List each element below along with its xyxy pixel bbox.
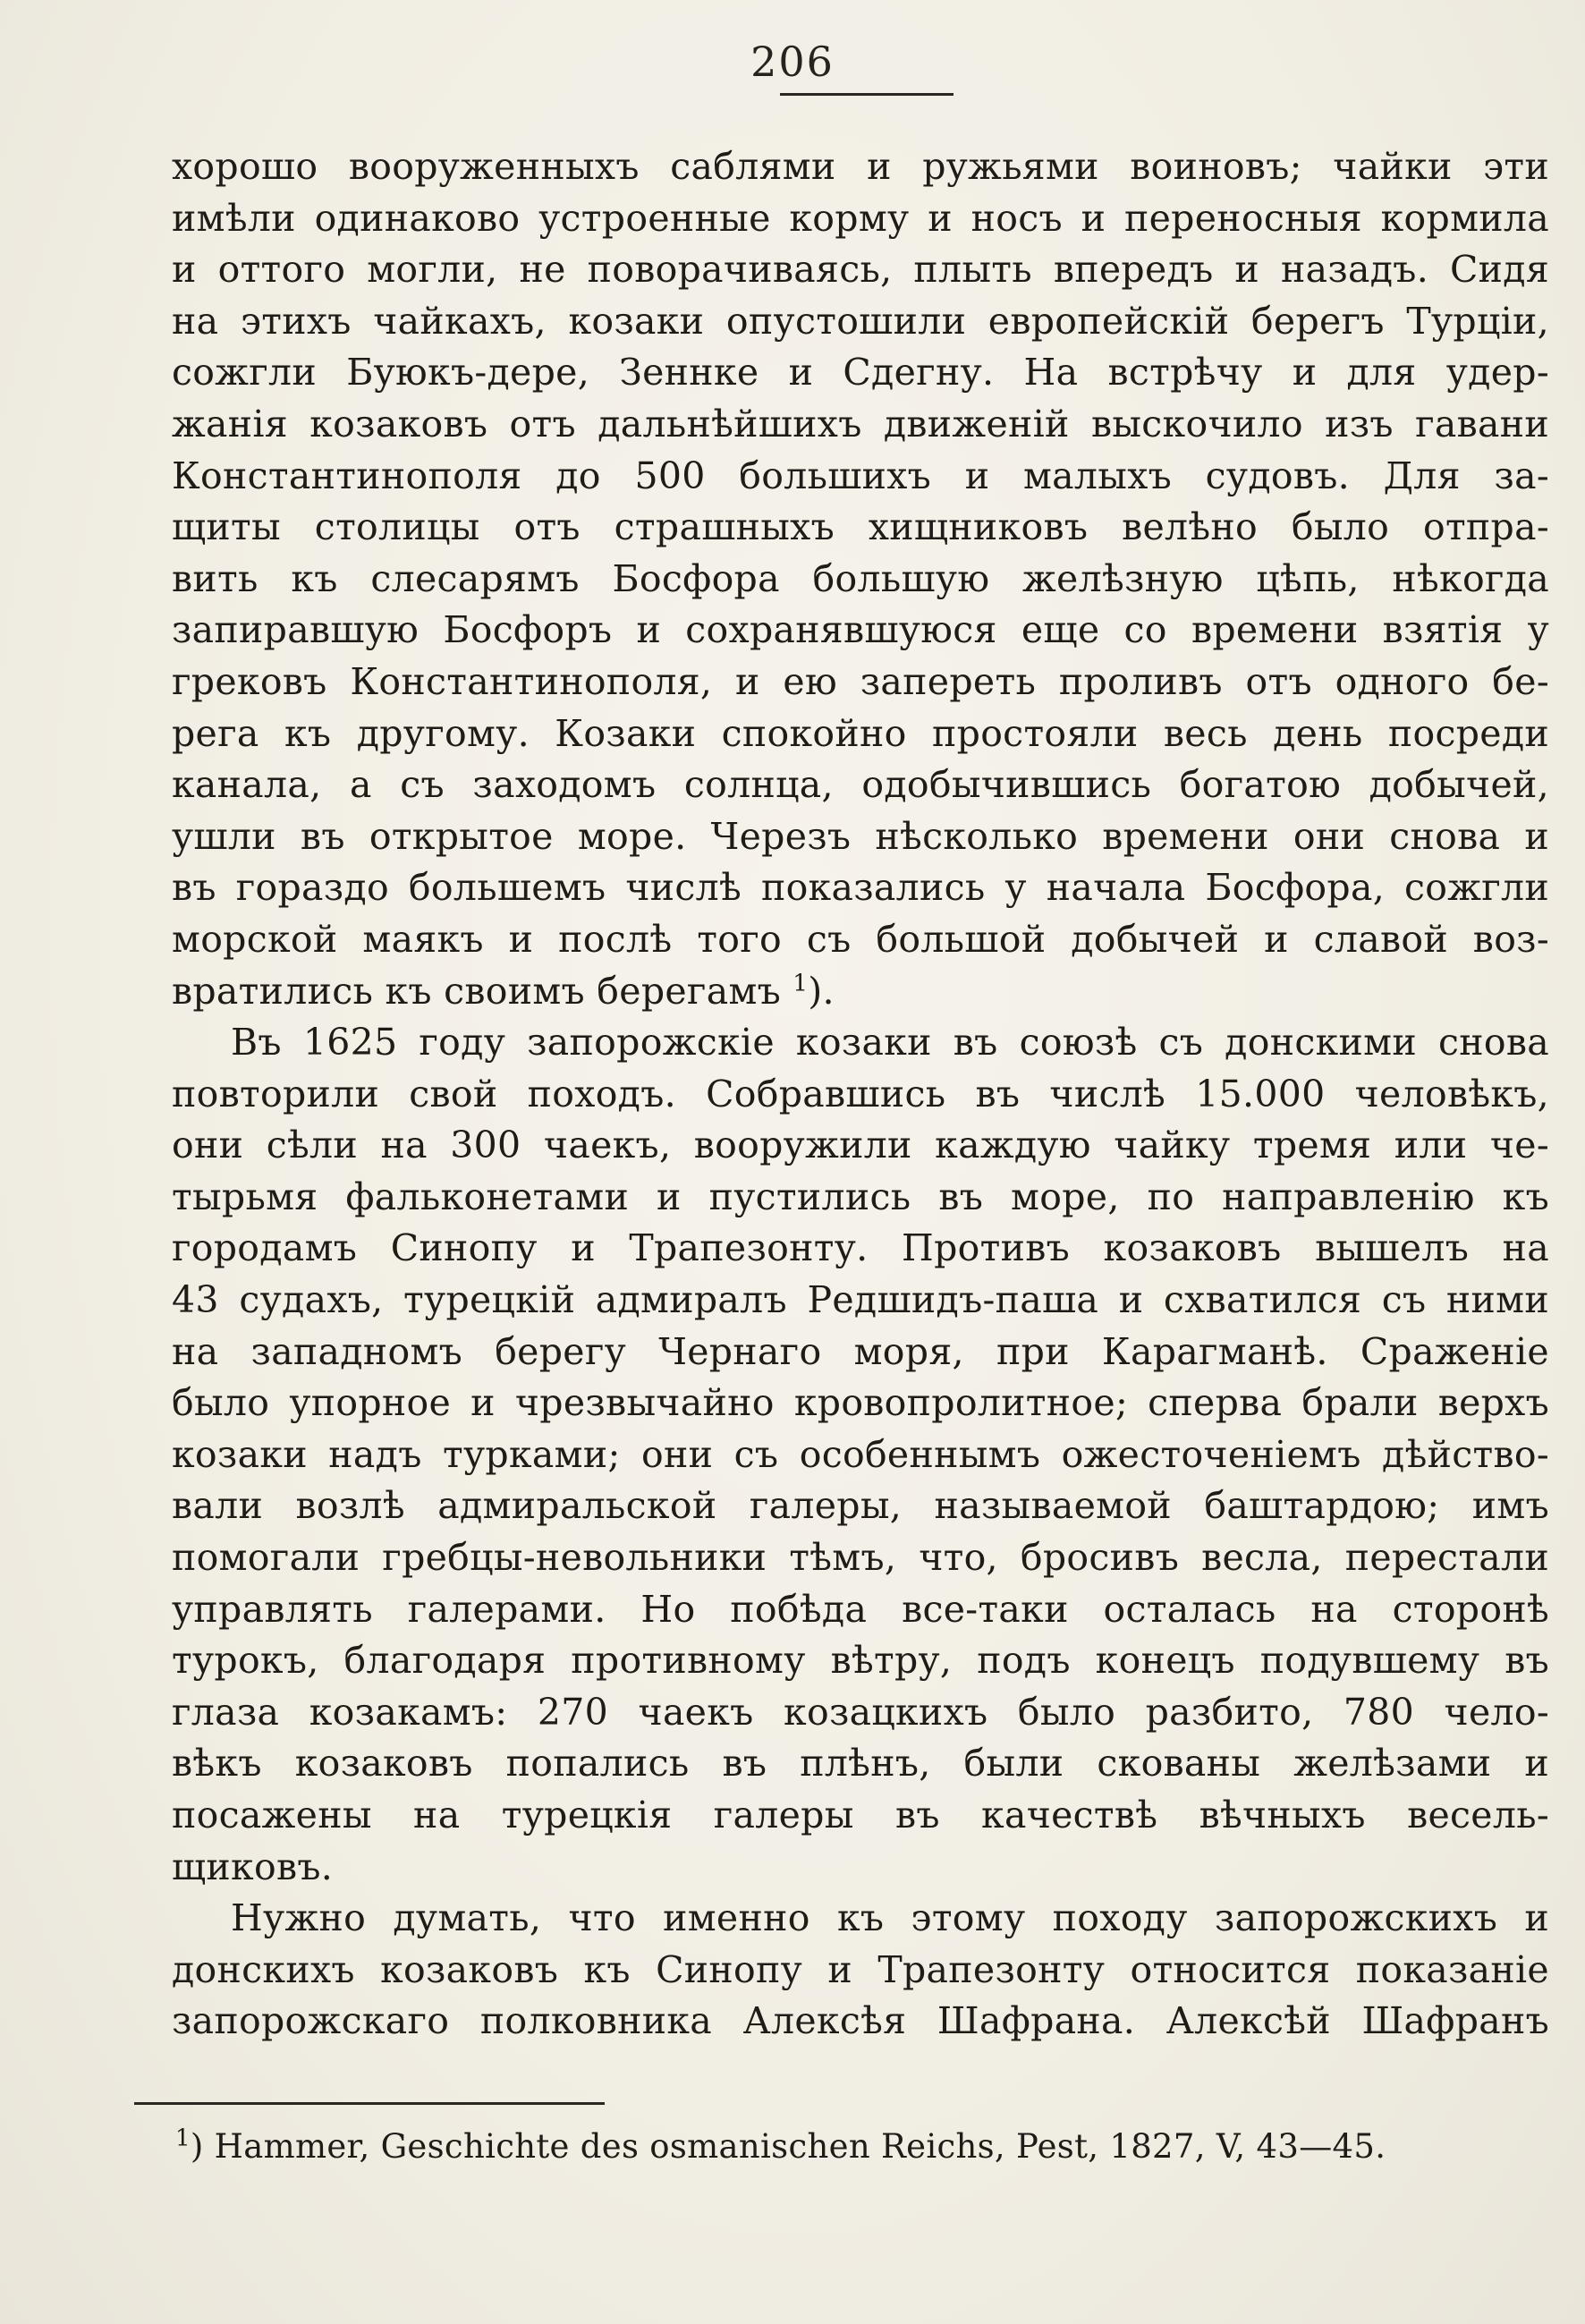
text-line: рега къ другому. Козаки спокойно простояли весь день посреди: [172, 711, 1549, 755]
footnote-reference: 1: [792, 969, 809, 997]
paragraph-2: [172, 1017, 1549, 1893]
footnote-text: ) Hammer, Geschichte des osmanischen Reichs, Pest, 1827, V, 43—45.: [190, 2127, 1386, 2166]
text-line: морской маякъ и послѣ того съ большой добычей и славой воз-: [172, 917, 1549, 961]
footnote: [175, 2122, 1517, 2172]
text-line: запорожскаго полковника Алексѣя Шафрана. Алексѣй Шафранъ: [172, 1999, 1549, 2043]
text-line: жанія козаковъ отъ дальнѣйшихъ движеній выскочило изъ гавани: [172, 402, 1549, 445]
text-segment: ).: [808, 969, 835, 1013]
text-line: донскихъ козаковъ къ Синопу и Трапезонту относится показаніе: [172, 1947, 1549, 1991]
text-line-last: щиковъ.: [172, 1845, 334, 1888]
text-line: хорошо вооруженныхъ саблями и ружьями воиновъ; чайки эти: [172, 145, 1549, 188]
text-line: повторили свой походъ. Собравшись въ числѣ 15.000 человѣкъ,: [172, 1072, 1549, 1115]
text-line: грековъ Константинополя, и ею запереть проливъ отъ одного бе-: [172, 659, 1549, 703]
text-line: канала, а съ заходомъ солнца, одобычившись богатою добычей,: [172, 763, 1549, 807]
text-line: Нужно думать, что именно къ этому походу запорожскихъ и: [231, 1896, 1549, 1940]
text-line: 43 судахъ, турецкій адмиралъ Редшидъ-паша и схватился съ ними: [172, 1278, 1549, 1322]
text-line: турокъ, благодаря противному вѣтру, подъ конецъ подувшему въ: [172, 1639, 1549, 1683]
text-line: управлять галерами. Но побѣда все-таки осталась на сторонѣ: [172, 1587, 1549, 1631]
text-line: Въ 1625 году запорожскіе козаки въ союзѣ съ донскими снова: [231, 1021, 1549, 1064]
text-line: сожгли Буюкъ-дере, Зеннке и Сдегну. На встрѣчу и для удер-: [172, 351, 1549, 394]
page-number-underline: [780, 93, 954, 96]
text-line: посажены на турецкія галеры въ качествѣ вѣчныхъ весель-: [172, 1794, 1549, 1836]
text-segment: вратились къ своимъ берегамъ: [172, 969, 782, 1013]
body-text: [172, 141, 1549, 2048]
text-line: они сѣли на 300 чаекъ, вооружили каждую чайку тремя или че-: [172, 1124, 1549, 1167]
text-line: тырьмя фальконетами и пустились въ море, по направленію къ: [172, 1175, 1549, 1218]
text-line: вали возлѣ адмиральской галеры, называемой баштардою; имъ: [172, 1484, 1549, 1528]
text-line: козаки надъ турками; они съ особеннымъ ожесточеніемъ дѣйство-: [172, 1432, 1549, 1476]
paragraph-1: [172, 141, 1549, 1017]
text-line: вѣкъ козаковъ попались въ плѣнъ, были скованы желѣзами и: [172, 1742, 1549, 1785]
footnote-separator: [134, 2102, 605, 2105]
page-number: 206: [750, 38, 835, 86]
text-line: щиты столицы отъ страшныхъ хищниковъ велѣно было отпра-: [172, 505, 1549, 549]
text-line: на этихъ чайкахъ, козаки опустошили европейскій берегъ Турціи,: [172, 299, 1549, 343]
text-line: имѣли одинаково устроенные корму и носъ и переносныя кормила: [172, 196, 1549, 240]
footnote-marker: 1: [175, 2125, 191, 2152]
text-line: на западномъ берегу Чернаго моря, при Карагманѣ. Сраженіе: [172, 1329, 1549, 1373]
text-line: помогали гребцы-невольники тѣмъ, что, бросивъ весла, перестали: [172, 1536, 1549, 1580]
text-line: и оттого могли, не поворачиваясь, плыть впередъ и назадъ. Сидя: [172, 248, 1549, 292]
text-line: въ гораздо большемъ числѣ показались у начала Босфора, сожгли: [172, 866, 1549, 910]
text-line: городамъ Синопу и Трапезонту. Противъ козаковъ вышелъ на: [172, 1226, 1549, 1270]
text-line: ушли въ открытое море. Черезъ нѣсколько времени они снова и: [172, 814, 1549, 858]
text-line-last: [172, 966, 1549, 1018]
paragraph-3: [172, 1893, 1549, 2048]
text-line: Константинополя до 500 большихъ и малыхъ судовъ. Для за-: [172, 454, 1549, 497]
text-line: было упорное и чрезвычайно кровопролитное; сперва брали верхъ: [172, 1381, 1549, 1425]
text-line: вить къ слесарямъ Босфора большую желѣзную цѣпь, нѣкогда: [172, 556, 1549, 600]
text-line: запиравшую Босфоръ и сохранявшуюся еще со времени взятія у: [172, 608, 1549, 652]
text-line: глаза козакамъ: 270 чаекъ козацкихъ было разбито, 780 чело-: [172, 1690, 1549, 1734]
